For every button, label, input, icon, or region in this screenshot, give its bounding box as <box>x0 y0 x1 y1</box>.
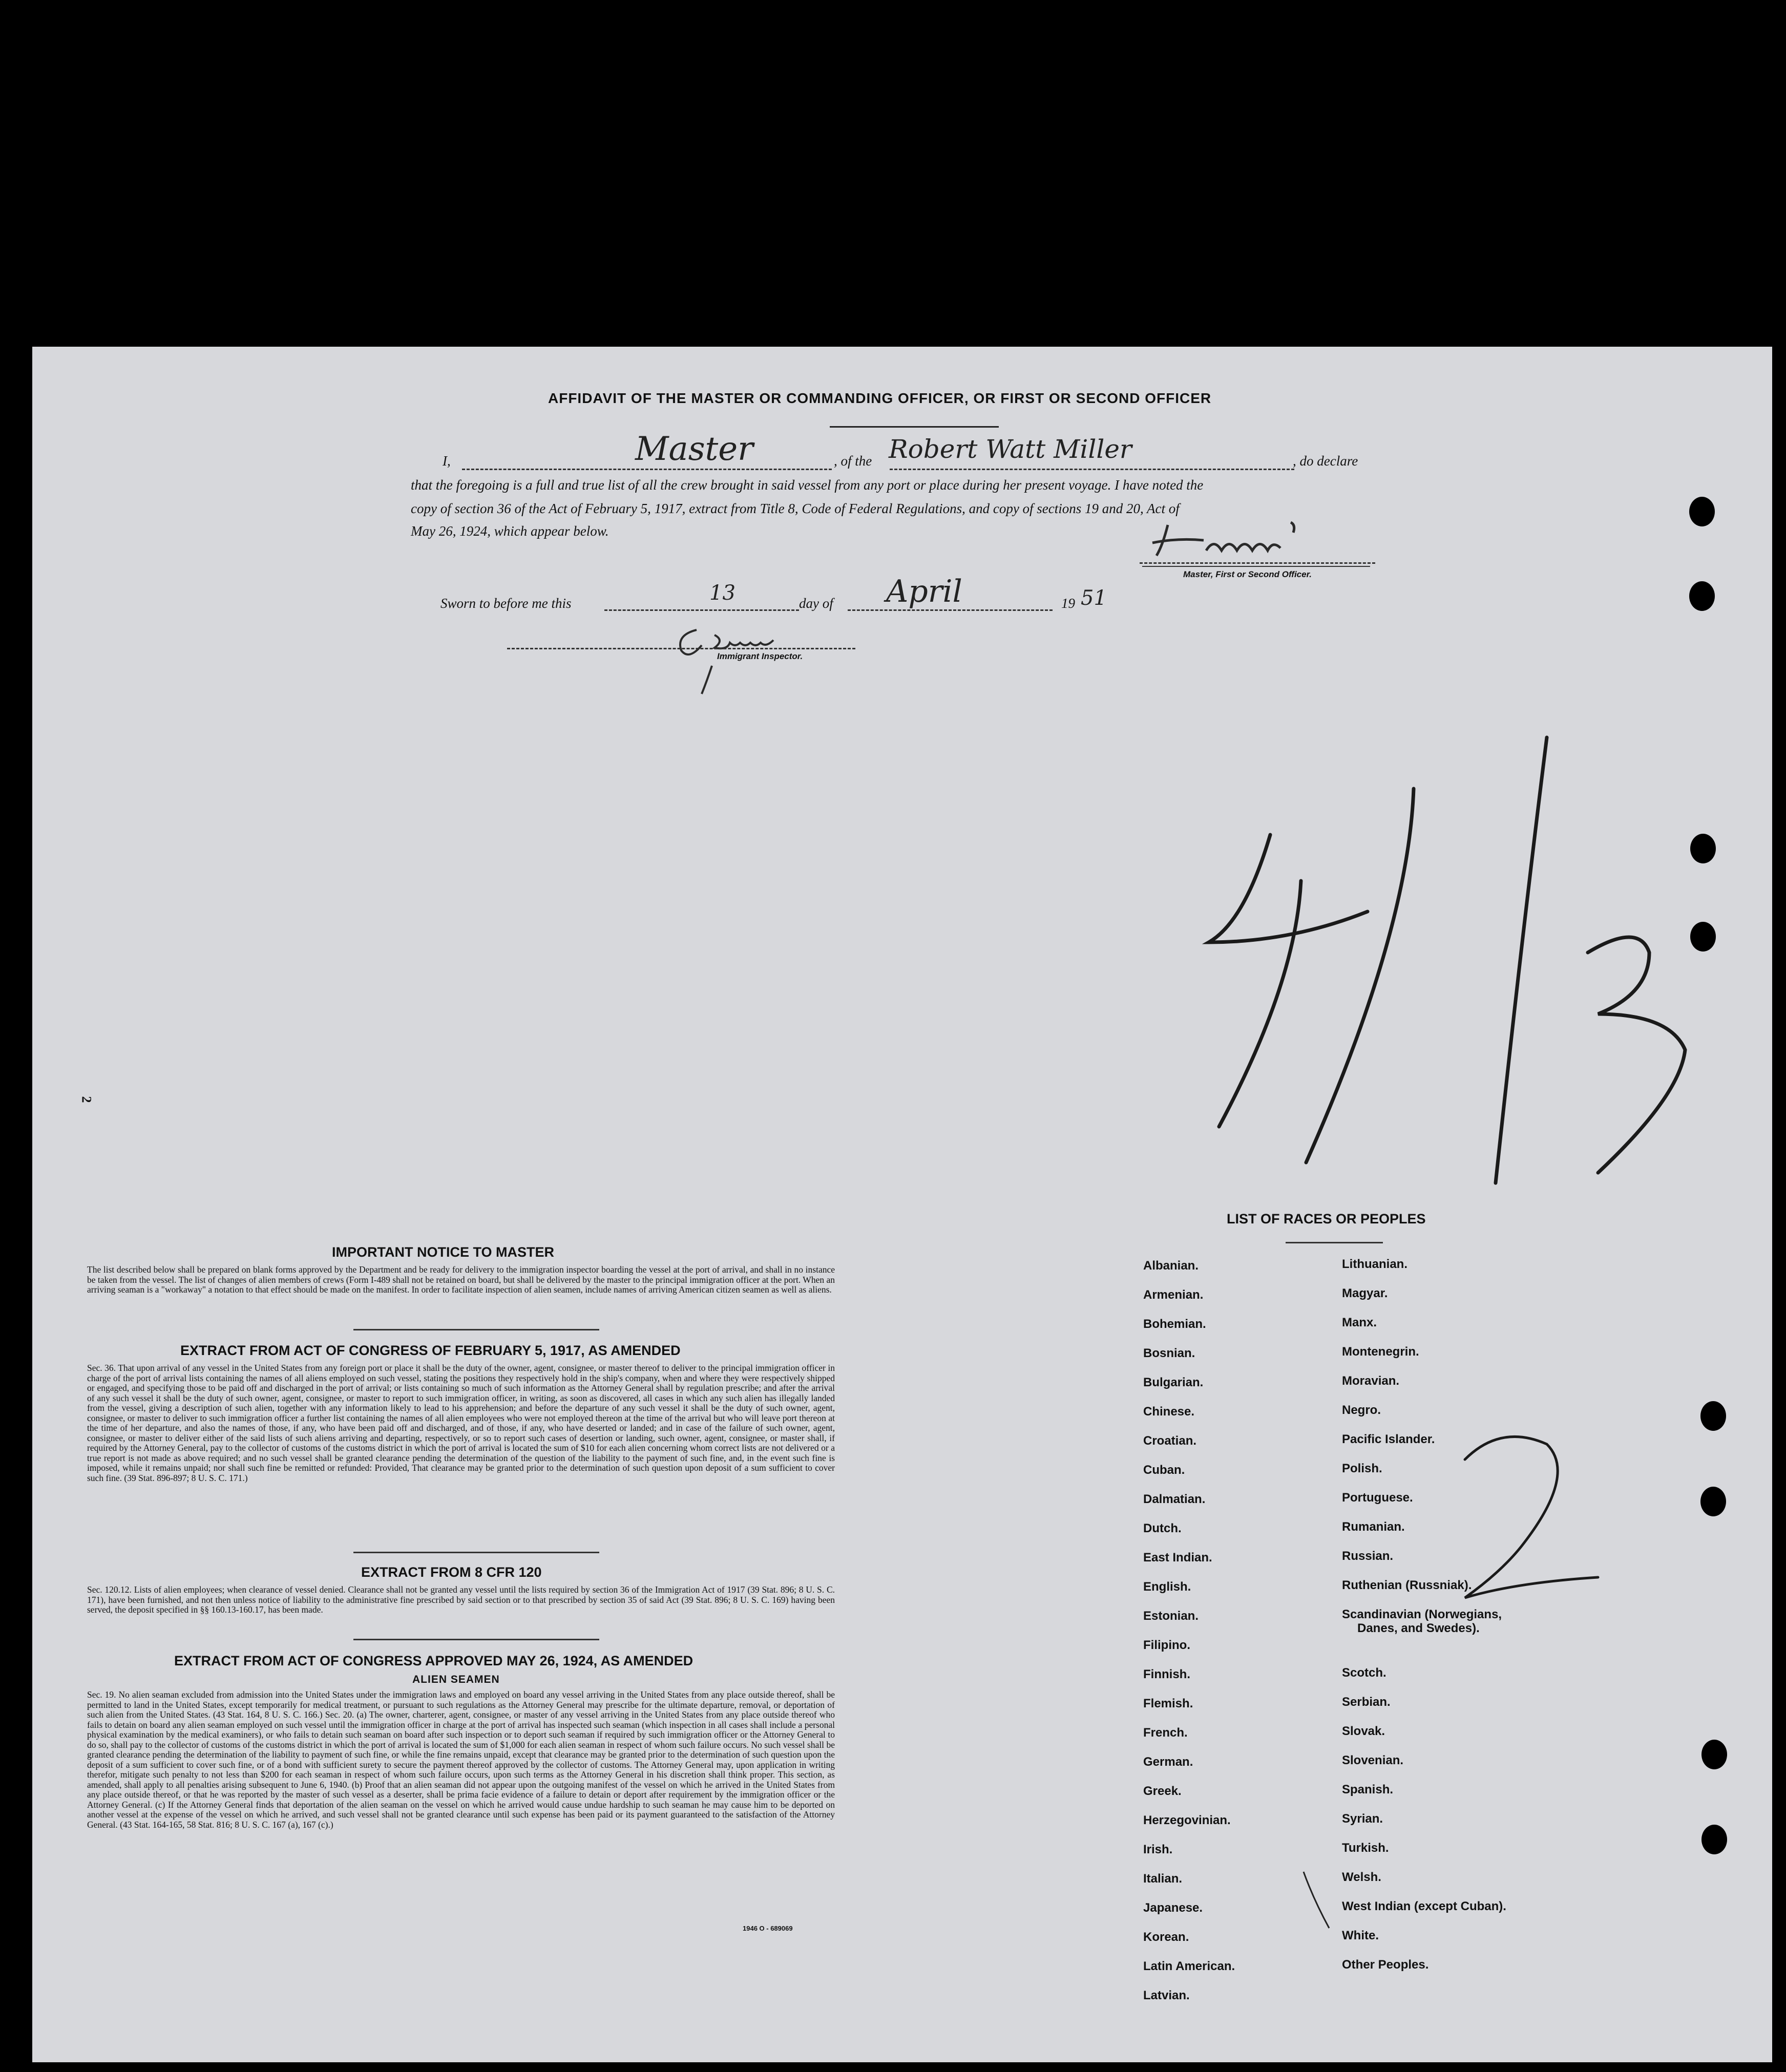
races-right-column <box>1342 1257 1506 1987</box>
race-item: Danes, and Swedes). <box>1357 1621 1480 1635</box>
race-item: Bosnian. <box>1143 1346 1195 1360</box>
pencil-stroke <box>1301 1869 1332 1931</box>
punch-hole <box>1689 581 1715 611</box>
extract-1924-subheading: ALIEN SEAMEN <box>412 1674 500 1685</box>
race-item: Welsh. <box>1342 1870 1381 1884</box>
race-item: German. <box>1143 1755 1193 1769</box>
races-left-column <box>1143 1259 1235 2018</box>
handwritten-rank: Master <box>635 430 753 468</box>
punch-hole <box>1701 1740 1727 1769</box>
handwritten-day: 13 <box>709 581 736 605</box>
master-signature-line-2 <box>1142 566 1370 567</box>
race-item: West Indian (except Cuban). <box>1342 1899 1506 1913</box>
race-item: Turkish. <box>1342 1841 1389 1855</box>
punch-hole <box>1689 497 1715 526</box>
race-item: Flemish. <box>1143 1697 1193 1710</box>
extract-1917-rule <box>353 1552 599 1553</box>
punch-hole <box>1690 922 1716 952</box>
extract-1917-text: Sec. 36. That upon arrival of any vessel in the United States from any foreign port or place it shall be the duty of the owner, agent, consignee, or master thereof to deliver to the principal immigration officer in charge of the port of arrival lists containing the names of all aliens employed on such vessel, stating the positions they respectively hold in the ship's company, when and where they were respectively shipped or engaged, and specifying those to be paid off and discharged in the port of arrival; or lists containing so much of such information as the Attorney General shall by regulation prescribe; and after the arrival of any such vessel it shall be the duty of such owner, agent, consignee, or master to report to such immigration officer, in writing, as soon as discovered, all cases in which any such alien has illegally landed from the vessel, giving a description of such alien, together with any information likely to lead to his apprehension; and before the departure of any such vessel it shall be the duty of such owner, agent, consignee, or master to deliver to such immigration officer a further list containing the names of all alien employees who were not employed thereon at the time of the arrival but who will leave port thereon at the time of her departure, and also the names of those, if any, who have been paid off and discharged, and of those, if any, who have deserted or landed; and in case of the failure of such owner, agent, consignee, or master to deliver either of the said lists of such aliens arriving and departing, respectively, or so to report such cases of desertion or landing, such owner, agent, consignee, or master shall, if required by the Attorney General, pay to the collector of customs of the customs district in which the port of arrival is located the sum of $10 for each alien concerning whom correct lists are not delivered or a true report is not made as above required; and no such vessel shall be granted clearance pending the determination of the question of the liability to the payment of such fine, and, in the event such fine is imposed, while it remains unpaid; nor shall such fine be remitted or refunded: Provided, That clearance may be granted prior to the determination of such question upon deposit of a sum sufficient to cover such fine. (39 Stat. 896-897; 8 U. S. C. 171.) <box>87 1363 835 1483</box>
race-item: Bulgarian. <box>1143 1376 1204 1389</box>
race-item: Manx. <box>1342 1316 1377 1329</box>
sworn-year-prefix: 19 <box>1061 596 1075 611</box>
race-item: Ruthenian (Russniak). <box>1342 1578 1472 1592</box>
race-item: Herzegovinian. <box>1143 1813 1231 1827</box>
race-item: Negro. <box>1342 1403 1381 1417</box>
race-item: Scotch. <box>1342 1666 1386 1680</box>
race-item: Magyar. <box>1342 1286 1388 1300</box>
race-item: Italian. <box>1143 1872 1183 1886</box>
handwritten-year: 51 <box>1081 586 1107 610</box>
race-item: Irish. <box>1143 1843 1173 1856</box>
race-item: Spanish. <box>1342 1783 1394 1796</box>
affidavit-line-3: copy of section 36 of the Act of February 5, 1917, extract from Title 8, Code of Federal Regulations, and copy of sections 19 and 20, Act of <box>411 501 1180 516</box>
sworn-day-line <box>604 609 799 611</box>
affidavit-line-4: May 26, 1924, which appear below. <box>411 523 609 539</box>
race-item: Slovenian. <box>1342 1753 1404 1767</box>
extract-1924-text: Sec. 19. No alien seaman excluded from admission into the United States under the immigration laws and employed on board any vessel arriving in the United States from any place outside thereof, shall be permitted to land in the United States, except temporarily for medical treatment, or pursuant to such regulations as the Attorney General may prescribe for the ultimate departure, removal, or deportation of such alien from the United States. (43 Stat. 164, 8 U. S. C. 166.) Sec. 20. (a) The owner, charterer, agent, consignee, or master of any vessel arriving in the United States from any place outside thereof who fails to detain on board any alien seaman employed on such vessel until the immigration officer in charge at the port of arrival has inspected such seaman (which inspection in all cases shall include a personal physical examination by the medical examiners), or who fails to detain such seaman on board after such inspection or to deport such seaman if required by such immigration officer or the Attorney General to do so, shall pay to the collector of customs of the customs district in which the port of arrival is located the sum of $1,000 for each alien seaman in respect of whom such failure occurs. No such vessel shall be granted clearance pending the determination of the liability to payment of such fine, or while the fine remains unpaid, except that clearance may be granted prior to the determination of such question upon the deposit of a sum sufficient to cover such fine, or of a bond with sufficient surety to secure the payment thereof approved by the collector of customs. The Attorney General may, upon application in writing therefor, mitigate such penalty to not less than $200 for each seaman in respect of whom such failure occurs, upon such terms as the Attorney General in his discretion shall think proper. This section, as amended, shall apply to all penalties arising subsequent to June 6, 1940. (b) Proof that an alien seaman did not appear upon the outgoing manifest of the vessel on which he arrived in the United States from any place outside thereof, or that he was reported by the master of such vessel as a deserter, shall be prima facie evidence of a failure to detain or deport after requirement by the immigration officer or the Attorney General. (c) If the Attorney General finds that deportation of the alien seaman on the vessel on which he arrived would cause undue hardship to such seaman he may cause him to be deported on another vessel at the expense of the vessel on which he arrived, and such vessel shall not be granted clearance until such expense has been paid or its payment guaranteed to the satisfaction of the Attorney General. (43 Stat. 164-165, 58 Stat. 816; 8 U. S. C. 167 (a), 167 (c).) <box>87 1689 835 1830</box>
race-item: Rumanian. <box>1342 1520 1405 1534</box>
race-item: Pacific Islander. <box>1342 1432 1435 1446</box>
race-item: Latin American. <box>1143 1959 1235 1973</box>
extract-1924-heading: EXTRACT FROM ACT OF CONGRESS APPROVED MAY 26, 1924, AS AMENDED <box>174 1653 694 1668</box>
extract-cfr-rule <box>353 1639 599 1640</box>
race-item: Latvian. <box>1143 1989 1190 2002</box>
race-item: White. <box>1342 1929 1379 1942</box>
extract-1917-heading: EXTRACT FROM ACT OF CONGRESS OF FEBRUARY 5, 1917, AS AMENDED <box>180 1343 681 1358</box>
affidavit-line-2: that the foregoing is a full and true list of all the crew brought in said vessel from any port or place during her present voyage. I have noted the <box>411 477 1204 493</box>
race-item: English. <box>1143 1580 1191 1594</box>
affidavit-of-the: , of the <box>834 453 872 469</box>
race-item: Chinese. <box>1143 1405 1195 1419</box>
race-item: Dutch. <box>1143 1521 1182 1535</box>
race-item: Armenian. <box>1143 1288 1204 1302</box>
race-item: Cuban. <box>1143 1463 1185 1477</box>
sworn-month-line <box>848 609 1053 611</box>
race-item: Syrian. <box>1342 1812 1383 1826</box>
race-item: Dalmatian. <box>1143 1492 1206 1506</box>
affidavit-i: I, <box>443 453 451 469</box>
race-item: Scandinavian (Norwegians, <box>1342 1608 1502 1621</box>
vessel-underline <box>830 426 999 428</box>
extract-cfr-heading: EXTRACT FROM 8 CFR 120 <box>361 1564 542 1580</box>
race-item: Lithuanian. <box>1342 1257 1407 1271</box>
handwritten-vessel: Robert Watt Miller <box>889 434 1132 464</box>
master-signature-label: Master, First or Second Officer. <box>1183 569 1312 579</box>
punch-hole <box>1700 1487 1726 1516</box>
race-item: Polish. <box>1342 1462 1382 1475</box>
race-item: French. <box>1143 1726 1188 1740</box>
margin-mark: 2 <box>79 1096 94 1103</box>
extract-cfr-text: Sec. 120.12. Lists of alien employees; when clearance of vessel denied. Clearance shall not be granted any vessel until the lists required by section 36 of the Immigration Act of 1917 (39 Stat. 896; 8 U. S. C. 171), have been furnished, and not then unless notice of liability to the administrative fine prescribed by said section or to that prescribed by section 35 of said Act (39 Stat. 896; 8 U. S. C. 169) having been served, the deposit specified in §§ 160.13-160.17, has been made. <box>87 1584 835 1615</box>
races-rule <box>1286 1242 1383 1243</box>
sworn-day-of: day of <box>799 596 833 611</box>
rank-line <box>462 469 832 470</box>
races-heading: LIST OF RACES OR PEOPLES <box>1227 1211 1426 1227</box>
race-item: Russian. <box>1342 1549 1394 1563</box>
race-item: Moravian. <box>1342 1374 1400 1388</box>
race-item: Filipino. <box>1143 1638 1190 1652</box>
race-item: Korean. <box>1143 1930 1189 1944</box>
master-signature-line <box>1140 562 1375 564</box>
notice-rule <box>353 1329 599 1330</box>
race-item: Serbian. <box>1342 1695 1391 1709</box>
punch-hole <box>1700 1401 1726 1431</box>
race-item: Portuguese. <box>1342 1491 1413 1505</box>
handwritten-month: April <box>886 574 962 609</box>
race-item: East Indian. <box>1143 1551 1212 1564</box>
race-item: Montenegrin. <box>1342 1345 1419 1359</box>
race-item: Other Peoples. <box>1342 1958 1429 1972</box>
race-item: Slovak. <box>1342 1724 1385 1738</box>
print-code: 1946 O - 689069 <box>743 1925 793 1932</box>
punch-hole <box>1701 1825 1727 1854</box>
inspector-label: Immigrant Inspector. <box>717 651 803 661</box>
race-item: Finnish. <box>1143 1667 1190 1681</box>
affidavit-title: AFFIDAVIT OF THE MASTER OR COMMANDING OFFICER, OR FIRST OR SECOND OFFICER <box>548 390 1212 406</box>
punch-hole <box>1690 834 1716 863</box>
race-item: Albanian. <box>1143 1259 1199 1273</box>
affidavit-declare: , do declare <box>1293 453 1358 469</box>
sworn-prefix: Sworn to before me this <box>440 596 572 611</box>
inspector-signature-line <box>507 648 855 649</box>
race-item: Estonian. <box>1143 1609 1199 1623</box>
notice-heading: IMPORTANT NOTICE TO MASTER <box>332 1244 554 1260</box>
race-item: Greek. <box>1143 1784 1182 1798</box>
vessel-line <box>890 469 1294 470</box>
notice-text: The list described below shall be prepared on blank forms approved by the Department and be ready for delivery to the immigration inspector boarding the vessel at the port of arrival, and shall in no instance be taken from the vessel. The list of changes of alien members of crews (Form I-489 shall not be retained on board, but shall be delivered by the master to the principal immigration officer at the port. When an arriving seaman is a "workaway" a notation to that effect should be made on the manifest. In order to facilitate inspection of alien seamen, include names of arriving American citizen seamen as well as aliens. <box>87 1264 835 1295</box>
race-item: Bohemian. <box>1143 1317 1206 1331</box>
race-item: Croatian. <box>1143 1434 1197 1448</box>
handwritten-number-4-13 <box>1188 727 1690 1198</box>
race-item: Japanese. <box>1143 1901 1203 1915</box>
